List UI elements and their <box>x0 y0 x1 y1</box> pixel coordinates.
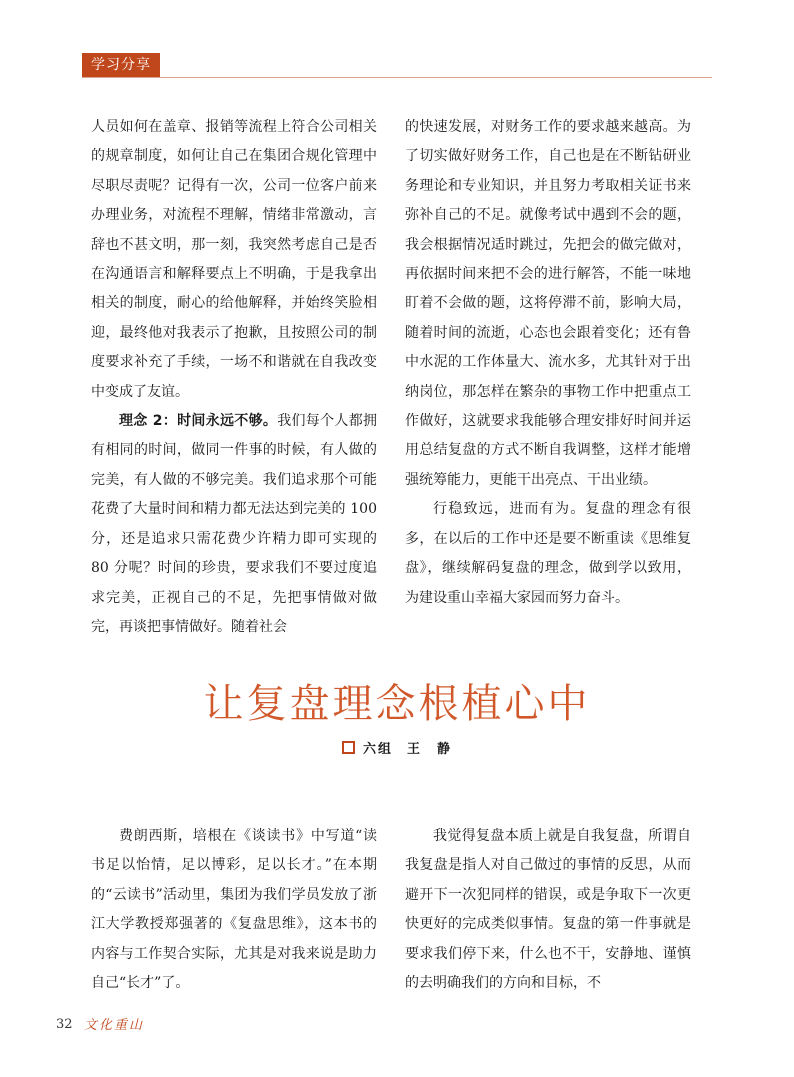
magazine-logo: 文化重山 <box>84 1018 145 1033</box>
section-rule <box>82 77 712 78</box>
paragraph: 费朗西斯，培根在《谈读书》中写道“读书足以怡情，足以博彩，足以长才。”在本期的“云读书”活动里，集团为我们学员发放了浙江大学教授郑强著的《复盘思维》，这本书的内容与工作契合实际，尤其是对我来说是助力自己“长才”了。 <box>91 828 377 992</box>
byline <box>0 738 794 757</box>
prev-article-column-right <box>405 113 691 613</box>
byline-group: 六组 <box>362 742 393 757</box>
article-column-right <box>405 822 691 998</box>
square-bullet-icon <box>342 741 355 754</box>
section-label: 学习分享 <box>82 53 160 77</box>
article-column-left <box>91 822 377 998</box>
byline-author: 王 静 <box>407 742 453 757</box>
article-title: 让复盘理念根植心中 <box>203 681 591 727</box>
paragraph-heading: 理念 2：时间永远不够。 <box>119 413 278 430</box>
paragraph: 我觉得复盘本质上就是自我复盘，所谓自我复盘是指人对自己做过的事情的反思，从而避开下一次犯同样的错误，或是争取下一次更快更好的完成类似事情。复盘的第一件事就是要求我们停下来，什么也不干，安静地、谨慎的去明确我们的方向和目标，不 <box>405 828 691 992</box>
paragraph: 人员如何在盖章、报销等流程上符合公司相关的规章制度，如何让自己在集团合规化管理中尽职尽责呢？记得有一次，公司一位客户前来办理业务，对流程不理解，情绪非常激动，言辞也不甚文明，那一刻，我突然考虑自己是否在沟通语言和解释要点上不明确，于是我拿出相关的制度，耐心的给他解释，并始终笑脸相迎，最终他对我表示了抱歉，且按照公司的制度要求补充了手续，一场不和谐就在自我改变中变成了友谊。 <box>91 119 377 400</box>
paragraph: 行稳致远，进而有为。复盘的理念有很多，在以后的工作中还是要不断重读《思维复盘》，继续解码复盘的理念，做到学以致用，为建设重山幸福大家园而努力奋斗。 <box>405 501 691 606</box>
paragraph <box>91 407 377 642</box>
prev-article-column-left <box>91 113 377 642</box>
page-number: 32 <box>56 1017 73 1032</box>
paragraph: 的快速发展，对财务工作的要求越来越高。为了切实做好财务工作，自己也是在不断钻研业务理论和专业知识，并且努力考取相关证书来弥补自己的不足。就像考试中遇到不会的题，我会根据情况适时跳过，先把会的做完做对，再依据时间来把不会的进行解答，不能一味地盯着不会做的题，这将停滞不前，影响大局，随着时间的流逝，心态也会跟着变化；还有鲁中水泥的工作体量大、流水多，尤其针对于出纳岗位，那怎样在繁杂的事物工作中把重点工作做好，这就要求我能够合理安排好时间并运用总结复盘的方式不断自我调整，这样才能增强统筹能力，更能干出亮点、干出业绩。 <box>405 119 691 488</box>
paragraph-body: 我们每个人都拥有相同的时间，做同一件事的时候，有人做的完美，有人做的不够完美。我们追求那个可能花费了大量时间和精力都无法达到完美的 100 分，还是追求只需花费少许精力即可实现的 80 分呢？时间的珍贵，要求我们不要过度追求完美，正视自己的不足，先把事情做对做完，再谈把事情做好。随着社会 <box>91 413 377 635</box>
